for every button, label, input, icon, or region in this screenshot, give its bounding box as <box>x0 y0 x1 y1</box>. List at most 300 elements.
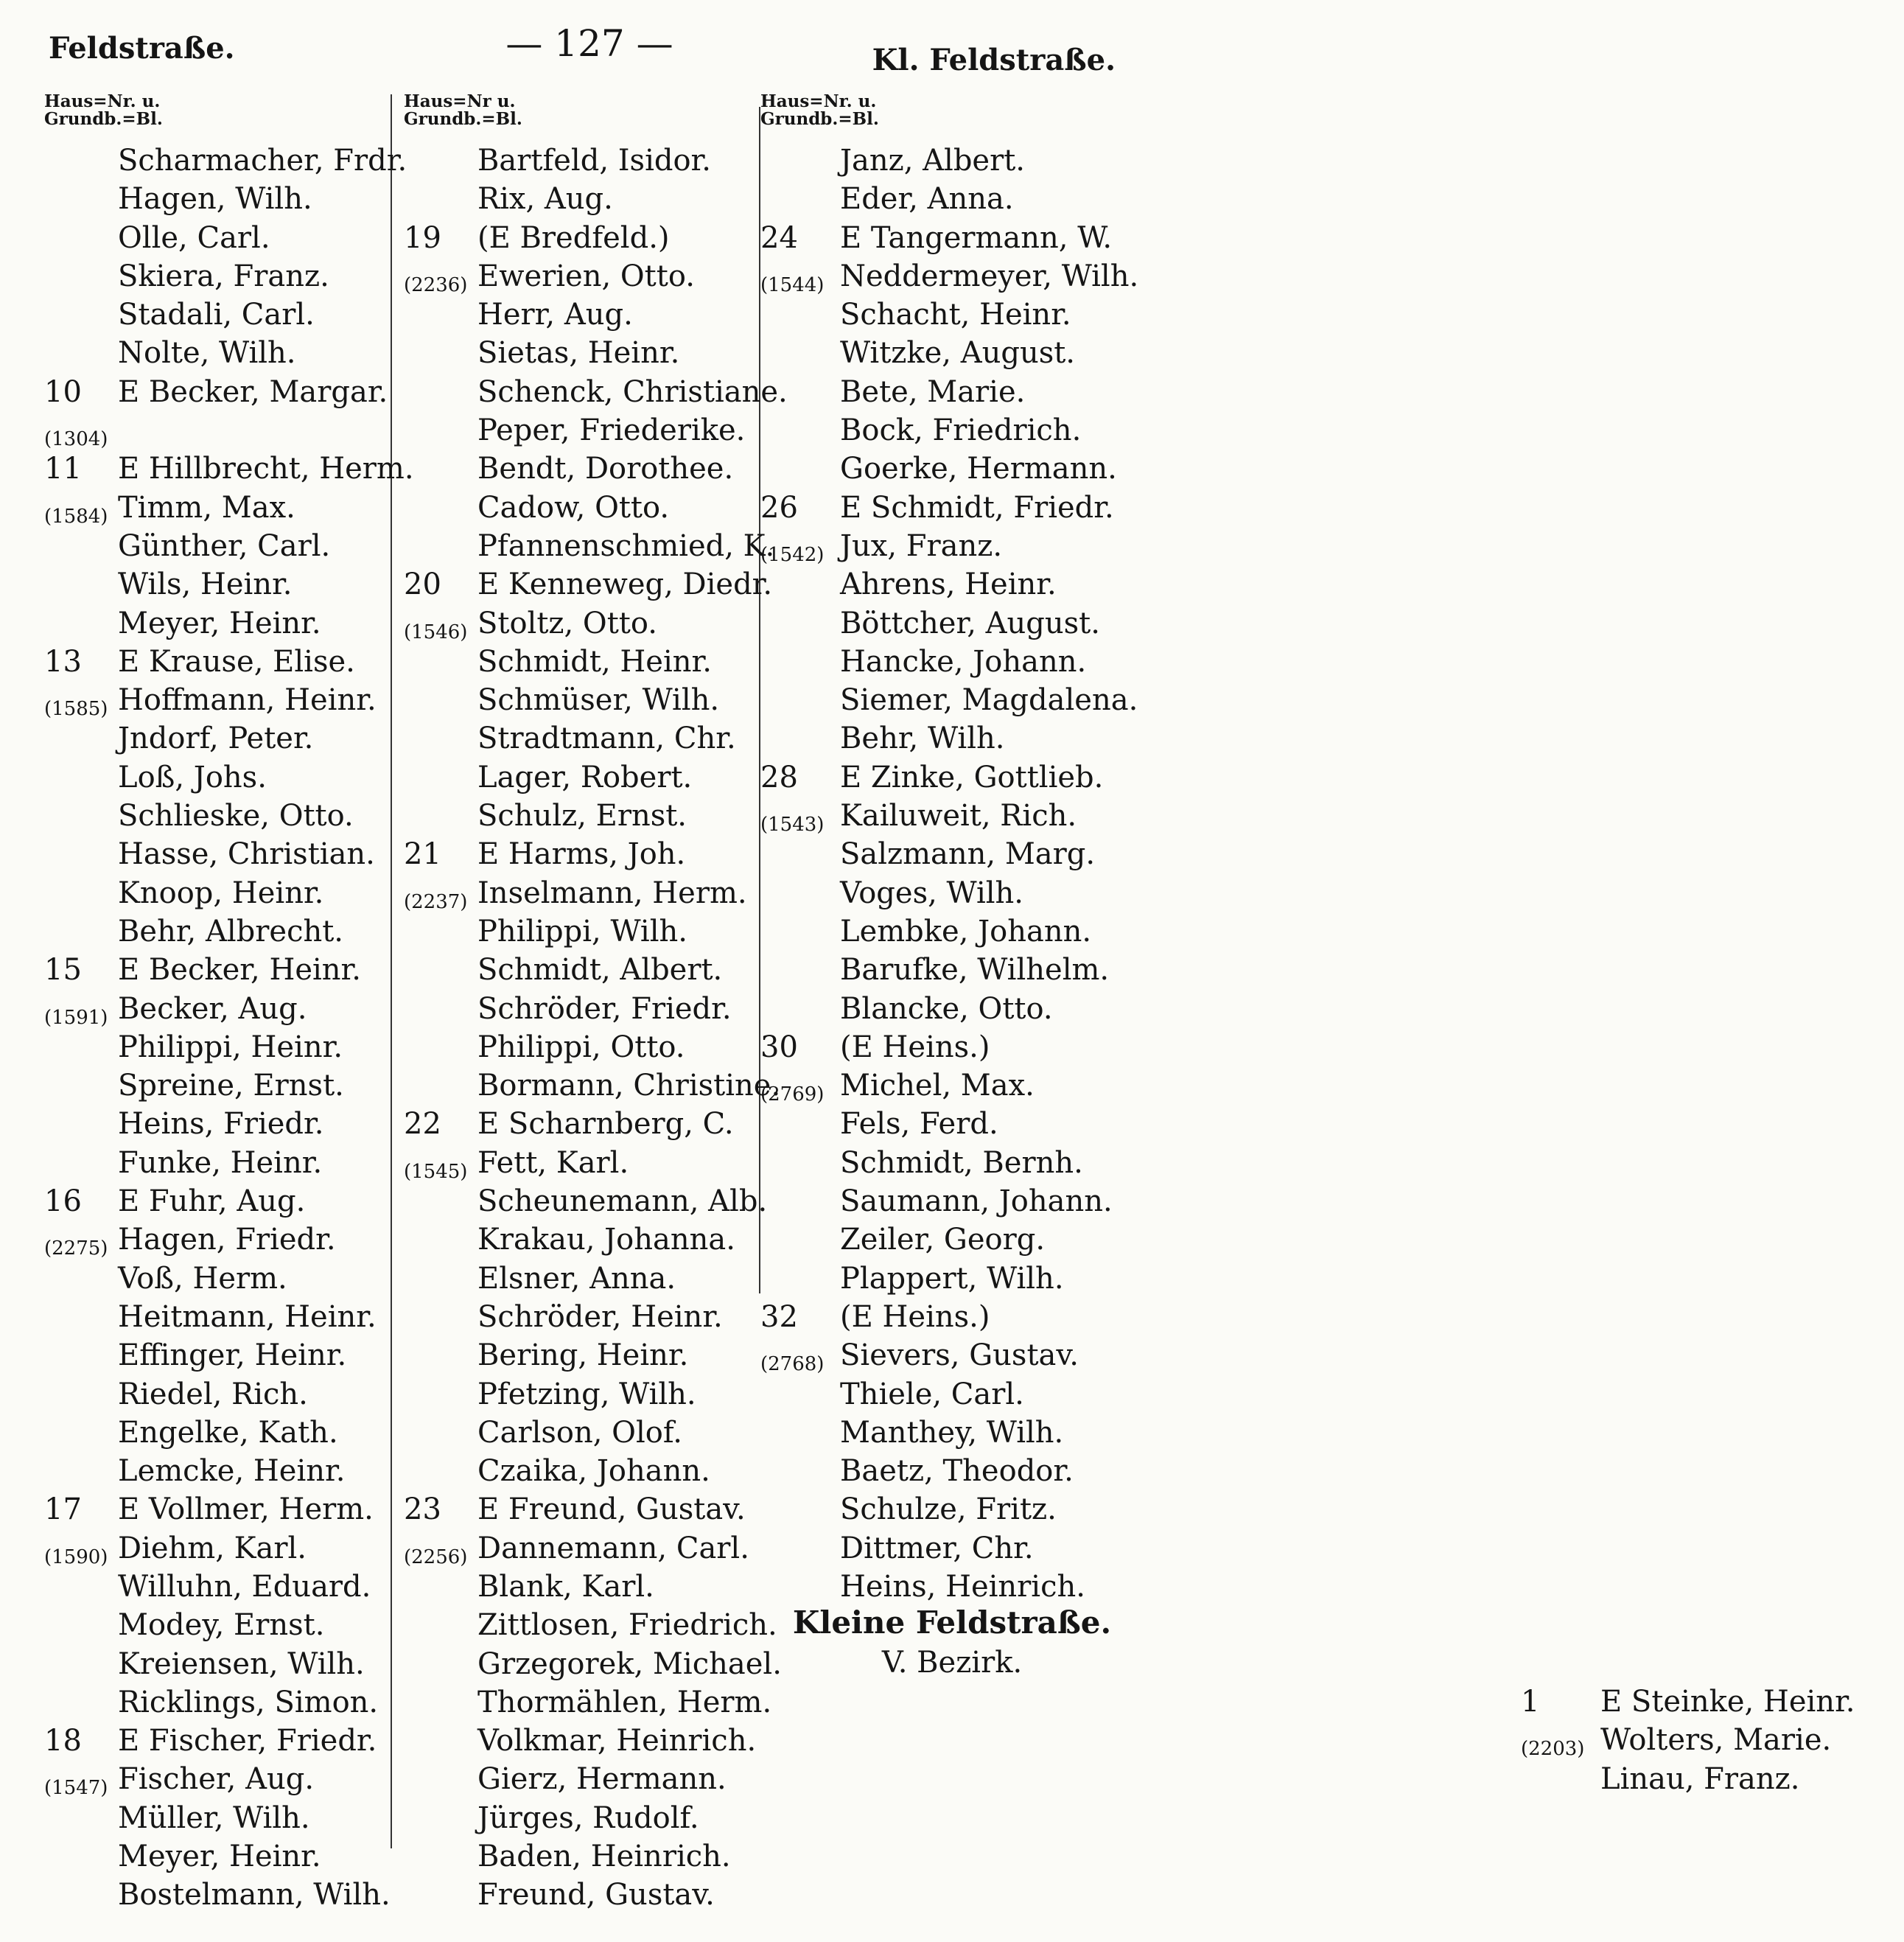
resident-name: Schmidt, Heinr. <box>477 644 712 679</box>
directory-entry <box>404 334 757 372</box>
column-heading-line: Grundb.=Bl. <box>760 109 879 129</box>
resident-name: Philippi, Heinr. <box>118 1030 343 1064</box>
directory-entry <box>44 874 391 912</box>
resident-name: Knoop, Heinr. <box>118 876 324 910</box>
resident-name: Willuhn, Eduard. <box>118 1569 371 1604</box>
directory-entry <box>760 643 1144 681</box>
directory-entry <box>404 758 757 797</box>
resident-name: Meyer, Heinr. <box>118 606 321 640</box>
resident-name: Michel, Max. <box>840 1069 1035 1103</box>
grundbuch-number: (1590) <box>44 1545 108 1568</box>
directory-entry <box>404 1683 772 1722</box>
directory-entry <box>760 990 1144 1028</box>
directory-entry <box>44 719 391 758</box>
resident-name: Plappert, Wilh. <box>840 1261 1064 1296</box>
resident-name: Bete, Marie. <box>840 374 1026 409</box>
resident-name: Bartfeld, Isidor. <box>477 144 711 178</box>
directory-entry <box>760 1144 1144 1182</box>
resident-name: Krakau, Johanna. <box>477 1223 735 1257</box>
resident-name: Funke, Heinr. <box>118 1145 323 1180</box>
resident-name: Thiele, Carl. <box>840 1377 1024 1411</box>
resident-name: Heitmann, Heinr. <box>118 1299 377 1334</box>
directory-entry <box>760 565 1144 604</box>
directory-entry <box>404 1336 757 1375</box>
resident-name: Linau, Franz. <box>1600 1761 1800 1796</box>
directory-entry <box>404 1066 781 1105</box>
resident-name: Ahrens, Heinr. <box>840 567 1057 602</box>
directory-entry <box>404 1220 757 1259</box>
directory-entry <box>44 643 391 681</box>
resident-name: Gierz, Hermann. <box>477 1762 727 1797</box>
directory-entry <box>44 1414 391 1452</box>
house-number: 16 <box>44 1184 82 1219</box>
resident-name: E Becker, Heinr. <box>118 953 361 988</box>
resident-name: Müller, Wilh. <box>118 1800 310 1835</box>
directory-entry <box>44 565 391 604</box>
directory-entry <box>44 951 391 989</box>
grundbuch-number: (1542) <box>760 543 825 566</box>
house-number: 10 <box>44 374 82 409</box>
column-3 <box>760 93 1144 1606</box>
directory-entry <box>404 1799 757 1837</box>
section-title: Kleine Feldstraße. <box>792 1604 1112 1641</box>
resident-name: Barufke, Wilhelm. <box>840 953 1110 988</box>
resident-name: E Vollmer, Herm. <box>118 1492 374 1527</box>
resident-name: Elsner, Anna. <box>477 1261 676 1296</box>
resident-name: Timm, Max. <box>118 490 295 525</box>
directory-entry <box>404 180 757 218</box>
resident-name: Loß, Johs. <box>118 760 267 794</box>
house-number: 11 <box>44 452 82 486</box>
resident-name: Siemer, Magdalena. <box>840 683 1138 718</box>
grundbuch-number: (1545) <box>404 1160 468 1183</box>
resident-name: Schmüser, Wilh. <box>477 683 720 718</box>
resident-name: E Kenneweg, Diedr. <box>477 567 773 602</box>
directory-entry <box>44 142 407 180</box>
house-number: 21 <box>404 837 441 872</box>
directory-entry <box>404 257 757 296</box>
resident-name: Zeiler, Georg. <box>840 1223 1046 1257</box>
resident-name: Schmidt, Albert. <box>477 953 723 988</box>
house-number: 23 <box>404 1492 441 1527</box>
entry-list <box>760 142 1144 1606</box>
resident-name: Schacht, Heinr. <box>840 298 1071 332</box>
directory-entry <box>44 1260 391 1298</box>
directory-entry <box>44 411 391 450</box>
directory-entry <box>1521 1721 1904 1759</box>
resident-name: Herr, Aug. <box>477 298 633 332</box>
resident-name: E Scharnberg, C. <box>477 1107 734 1142</box>
resident-name: Böttcher, August. <box>840 606 1100 640</box>
directory-entry <box>760 1260 1144 1298</box>
directory-entry <box>404 951 757 989</box>
directory-entry <box>760 1066 1144 1105</box>
directory-entry <box>404 835 757 873</box>
directory-entry <box>760 257 1144 296</box>
column-heading-line: Haus=Nr. u. <box>760 91 877 111</box>
directory-entry <box>404 797 757 835</box>
directory-entry <box>404 219 757 257</box>
resident-name: Blank, Karl. <box>477 1569 654 1604</box>
directory-entry <box>760 1336 1144 1375</box>
house-number: 26 <box>760 490 798 525</box>
resident-name: Volkmar, Heinrich. <box>477 1724 757 1758</box>
resident-name: Schröder, Heinr. <box>477 1299 723 1334</box>
resident-name: Schulz, Ernst. <box>477 799 687 834</box>
resident-name: E Krause, Elise. <box>118 644 355 679</box>
directory-entry <box>44 1298 391 1336</box>
directory-entry <box>44 334 391 372</box>
resident-name: Hancke, Johann. <box>840 644 1087 679</box>
directory-entry <box>404 1645 782 1683</box>
resident-name: Spreine, Ernst. <box>118 1069 344 1103</box>
directory-entry <box>44 1760 391 1798</box>
column-1 <box>44 91 414 1915</box>
directory-entry <box>44 450 414 488</box>
resident-name: Dittmer, Chr. <box>840 1531 1034 1565</box>
resident-name: Jux, Franz. <box>840 528 1003 563</box>
resident-name: Carlson, Olof. <box>477 1415 682 1450</box>
page-number: — 127 — <box>505 22 673 65</box>
column-heading <box>44 93 391 137</box>
directory-entry <box>44 1529 391 1568</box>
directory-entry <box>44 1452 391 1490</box>
resident-name: Lager, Robert. <box>477 760 693 794</box>
entry-list <box>44 142 414 1915</box>
directory-entry <box>44 835 391 873</box>
grundbuch-number: (2275) <box>44 1237 108 1260</box>
resident-name: Lemcke, Heinr. <box>118 1454 346 1489</box>
directory-entry <box>44 489 391 527</box>
resident-name: E Becker, Margar. <box>118 374 388 409</box>
grundbuch-number: (2768) <box>760 1353 825 1376</box>
resident-name: Sietas, Heinr. <box>477 336 680 371</box>
resident-name: Salzmann, Marg. <box>840 837 1096 872</box>
directory-entry <box>44 1144 391 1182</box>
directory-entry <box>44 1876 391 1914</box>
resident-name: E Freund, Gustav. <box>477 1492 746 1527</box>
directory-entry <box>760 1452 1144 1490</box>
resident-name: Stadali, Carl. <box>118 298 315 332</box>
grundbuch-number: (2256) <box>404 1545 468 1568</box>
resident-name: Freund, Gustav. <box>477 1878 715 1913</box>
column-heading-line: Grundb.=Bl. <box>44 109 163 129</box>
resident-name: Sievers, Gustav. <box>840 1338 1079 1373</box>
resident-name: Scharmacher, Frdr. <box>118 144 407 178</box>
directory-entry <box>404 450 757 488</box>
directory-entry <box>760 142 1144 180</box>
resident-name: Skiera, Franz. <box>118 259 329 293</box>
resident-name: Witzke, August. <box>840 336 1076 371</box>
directory-entry <box>404 1298 757 1336</box>
resident-name: Neddermeyer, Wilh. <box>840 259 1139 293</box>
directory-entry <box>404 1529 757 1568</box>
resident-name: Riedel, Rich. <box>118 1377 308 1411</box>
column-heading-line: Haus=Nr. u. <box>44 91 161 111</box>
resident-name: Hagen, Friedr. <box>118 1223 336 1257</box>
resident-name: (E Bredfeld.) <box>477 220 670 255</box>
grundbuch-number: (1585) <box>44 698 108 721</box>
directory-entry <box>760 604 1144 643</box>
directory-entry <box>404 1182 768 1220</box>
column-heading-line: Grundb.=Bl. <box>404 109 522 129</box>
directory-entry <box>404 1837 757 1876</box>
resident-name: Schenck, Christiane. <box>477 374 788 409</box>
house-number: 32 <box>760 1299 798 1334</box>
house-number: 18 <box>44 1724 82 1758</box>
resident-name: Janz, Albert. <box>840 144 1026 178</box>
directory-entry <box>44 296 391 334</box>
resident-name: Bock, Friedrich. <box>840 413 1082 448</box>
resident-name: (E Heins.) <box>840 1030 990 1064</box>
resident-name: Schlieske, Otto. <box>118 799 354 834</box>
directory-entry <box>44 1568 391 1606</box>
resident-name: Blancke, Otto. <box>840 991 1053 1026</box>
directory-entry <box>44 527 391 565</box>
resident-name: Rix, Aug. <box>477 182 613 217</box>
resident-name: Wils, Heinr. <box>118 567 293 602</box>
resident-name: Heins, Heinrich. <box>840 1569 1085 1604</box>
directory-entry <box>760 1490 1144 1529</box>
resident-name: Jürges, Rudolf. <box>477 1800 699 1835</box>
directory-entry <box>760 951 1144 989</box>
directory-entry <box>44 912 391 951</box>
resident-name: Engelke, Kath. <box>118 1415 338 1450</box>
resident-name: Bostelmann, Wilh. <box>118 1878 391 1913</box>
directory-entry <box>404 565 773 604</box>
resident-name: Wolters, Marie. <box>1600 1723 1832 1758</box>
directory-entry <box>1521 1683 1904 1721</box>
directory-entry <box>44 758 391 797</box>
directory-entry <box>404 527 775 565</box>
directory-entry <box>760 912 1144 951</box>
directory-entry <box>44 1336 391 1375</box>
directory-entry <box>760 450 1144 488</box>
directory-entry <box>404 874 757 912</box>
resident-name: Modey, Ernst. <box>118 1608 325 1643</box>
directory-entry <box>760 835 1144 873</box>
grundbuch-number: (1304) <box>44 428 108 451</box>
directory-entry <box>404 719 757 758</box>
resident-name: Stradtmann, Chr. <box>477 722 736 756</box>
grundbuch-number: (1543) <box>760 814 825 836</box>
resident-name: Zittlosen, Friedrich. <box>477 1608 777 1643</box>
directory-entry <box>44 1028 391 1066</box>
grundbuch-number: (1546) <box>404 621 468 643</box>
grundbuch-number: (1544) <box>760 273 825 296</box>
resident-name: E Zinke, Gottlieb. <box>840 760 1104 794</box>
resident-name: Dannemann, Carl. <box>477 1531 749 1565</box>
directory-entry <box>404 411 757 450</box>
directory-entry <box>404 1452 757 1490</box>
directory-entry <box>760 1028 1144 1066</box>
house-number: 1 <box>1521 1685 1540 1719</box>
resident-name: Schulze, Fritz. <box>840 1492 1057 1527</box>
header-left-street: Feldstraße. <box>49 31 235 66</box>
resident-name: Baetz, Theodor. <box>840 1454 1074 1489</box>
resident-name: Hagen, Wilh. <box>118 182 312 217</box>
directory-entry <box>44 1683 391 1722</box>
resident-name: Schmidt, Bernh. <box>840 1145 1083 1180</box>
grundbuch-number: (2237) <box>404 890 468 913</box>
resident-name: Peper, Friederike. <box>477 413 746 448</box>
resident-name: Effinger, Heinr. <box>118 1338 347 1373</box>
resident-name: (E Heins.) <box>840 1299 990 1334</box>
resident-name: Baden, Heinrich. <box>477 1840 731 1874</box>
directory-entry <box>404 1028 757 1066</box>
column-heading <box>760 93 1144 137</box>
directory-entry <box>404 1144 757 1182</box>
directory-entry <box>760 1105 1144 1143</box>
resident-name: Kreiensen, Wilh. <box>118 1646 365 1681</box>
directory-entry <box>1521 1760 1904 1798</box>
header-right-street: Kl. Feldstraße. <box>872 43 1116 77</box>
resident-name: E Steinke, Heinr. <box>1600 1685 1855 1719</box>
directory-entry <box>760 527 1144 565</box>
grundbuch-number: (2236) <box>404 273 468 296</box>
grundbuch-number: (2203) <box>1521 1738 1585 1761</box>
directory-entry <box>44 1722 391 1760</box>
directory-entry <box>44 1066 391 1105</box>
resident-name: Bendt, Dorothee. <box>477 452 734 486</box>
directory-entry <box>404 1105 757 1143</box>
resident-name: Bormann, Christine. <box>477 1069 781 1103</box>
directory-entry <box>404 1260 757 1298</box>
resident-name: Schröder, Friedr. <box>477 991 732 1026</box>
directory-entry <box>760 1529 1144 1568</box>
resident-name: Becker, Aug. <box>118 991 307 1026</box>
grundbuch-number: (1591) <box>44 1006 108 1029</box>
resident-name: Diehm, Karl. <box>118 1531 307 1565</box>
directory-entry <box>404 142 757 180</box>
directory-entry <box>404 681 757 719</box>
house-number: 24 <box>760 220 798 255</box>
resident-name: Ricklings, Simon. <box>118 1685 379 1719</box>
directory-entry <box>760 296 1144 334</box>
house-number: 20 <box>404 567 441 602</box>
directory-entry <box>44 681 391 719</box>
directory-entry <box>44 1645 391 1683</box>
directory-entry <box>760 797 1144 835</box>
directory-entry <box>404 1568 757 1606</box>
resident-name: Scheunemann, Alb. <box>477 1184 768 1219</box>
directory-entry <box>760 489 1144 527</box>
resident-name: Philippi, Otto. <box>477 1030 685 1064</box>
directory-entry <box>760 719 1144 758</box>
resident-name: Günther, Carl. <box>118 528 331 563</box>
resident-name: Manthey, Wilh. <box>840 1415 1064 1450</box>
directory-entry <box>404 1414 757 1452</box>
directory-entry <box>760 373 1144 411</box>
directory-entry <box>44 1799 391 1837</box>
directory-entry <box>44 1220 391 1259</box>
house-number: 22 <box>404 1107 441 1142</box>
directory-entry <box>404 912 757 951</box>
resident-name: Voß, Herm. <box>118 1261 287 1296</box>
resident-name: Behr, Wilh. <box>840 722 1005 756</box>
directory-entry <box>760 411 1144 450</box>
directory-entry <box>760 1414 1144 1452</box>
house-number: 30 <box>760 1030 798 1064</box>
resident-name: Cadow, Otto. <box>477 490 670 525</box>
resident-name: Voges, Wilh. <box>840 876 1024 910</box>
resident-name: Hoffmann, Heinr. <box>118 683 377 718</box>
directory-entry <box>404 296 757 334</box>
directory-entry <box>760 1375 1144 1414</box>
resident-name: Heins, Friedr. <box>118 1107 324 1142</box>
directory-entry <box>404 643 757 681</box>
resident-name: E Fuhr, Aug. <box>118 1184 306 1219</box>
directory-entry <box>404 1722 757 1760</box>
column-heading-line: Haus=Nr u. <box>404 91 516 111</box>
directory-entry <box>44 1606 391 1644</box>
page-header <box>0 22 1179 77</box>
directory-entry <box>44 1837 391 1876</box>
grundbuch-number: (2769) <box>760 1083 825 1106</box>
house-number: 15 <box>44 953 82 988</box>
resident-name: Hasse, Christian. <box>118 837 375 872</box>
directory-entry <box>44 373 391 411</box>
directory-entry <box>44 1490 391 1529</box>
directory-entry <box>404 1876 757 1914</box>
resident-name: Lembke, Johann. <box>840 914 1092 949</box>
resident-name: Kailuweit, Rich. <box>840 799 1077 834</box>
resident-name: Philippi, Wilh. <box>477 914 687 949</box>
directory-entry <box>404 1760 757 1798</box>
directory-entry <box>44 797 391 835</box>
resident-name: Pfetzing, Wilh. <box>477 1377 696 1411</box>
house-number: 17 <box>44 1492 82 1527</box>
resident-name: E Tangermann, W. <box>840 220 1113 255</box>
directory-entry <box>404 489 757 527</box>
column-heading <box>404 93 757 137</box>
directory-entry <box>760 874 1144 912</box>
directory-entry <box>44 257 391 296</box>
resident-name: E Schmidt, Friedr. <box>840 490 1114 525</box>
directory-entry <box>760 334 1144 372</box>
resident-name: Grzegorek, Michael. <box>477 1646 782 1681</box>
directory-entry <box>760 180 1144 218</box>
directory-entry <box>404 604 757 643</box>
directory-entry <box>760 681 1144 719</box>
directory-entry <box>404 1606 777 1644</box>
resident-name: Czaika, Johann. <box>477 1454 710 1489</box>
directory-entry <box>404 1375 757 1414</box>
resident-name: Fels, Ferd. <box>840 1107 998 1142</box>
resident-name: E Hillbrecht, Herm. <box>118 452 414 486</box>
directory-entry <box>404 990 757 1028</box>
section-subtitle: V. Bezirk. <box>881 1646 1023 1680</box>
resident-name: E Harms, Joh. <box>477 837 686 872</box>
resident-name: Pfannenschmied, K. <box>477 528 775 563</box>
directory-entry <box>44 180 391 218</box>
directory-entry <box>44 1375 391 1414</box>
resident-name: Meyer, Heinr. <box>118 1840 321 1874</box>
resident-name: Bering, Heinr. <box>477 1338 689 1373</box>
directory-entry <box>44 1182 391 1220</box>
directory-entry <box>44 990 391 1028</box>
resident-name: Thormählen, Herm. <box>477 1685 772 1719</box>
resident-name: E Fischer, Friedr. <box>118 1724 377 1758</box>
directory-entry <box>404 373 788 411</box>
resident-name: Fett, Karl. <box>477 1145 629 1180</box>
directory-entry <box>44 604 391 643</box>
resident-name: Inselmann, Herm. <box>477 876 747 910</box>
entry-list <box>1521 1683 1904 1798</box>
resident-name: Olle, Carl. <box>118 220 270 255</box>
grundbuch-number: (1547) <box>44 1777 108 1800</box>
directory-entry <box>760 1182 1144 1220</box>
